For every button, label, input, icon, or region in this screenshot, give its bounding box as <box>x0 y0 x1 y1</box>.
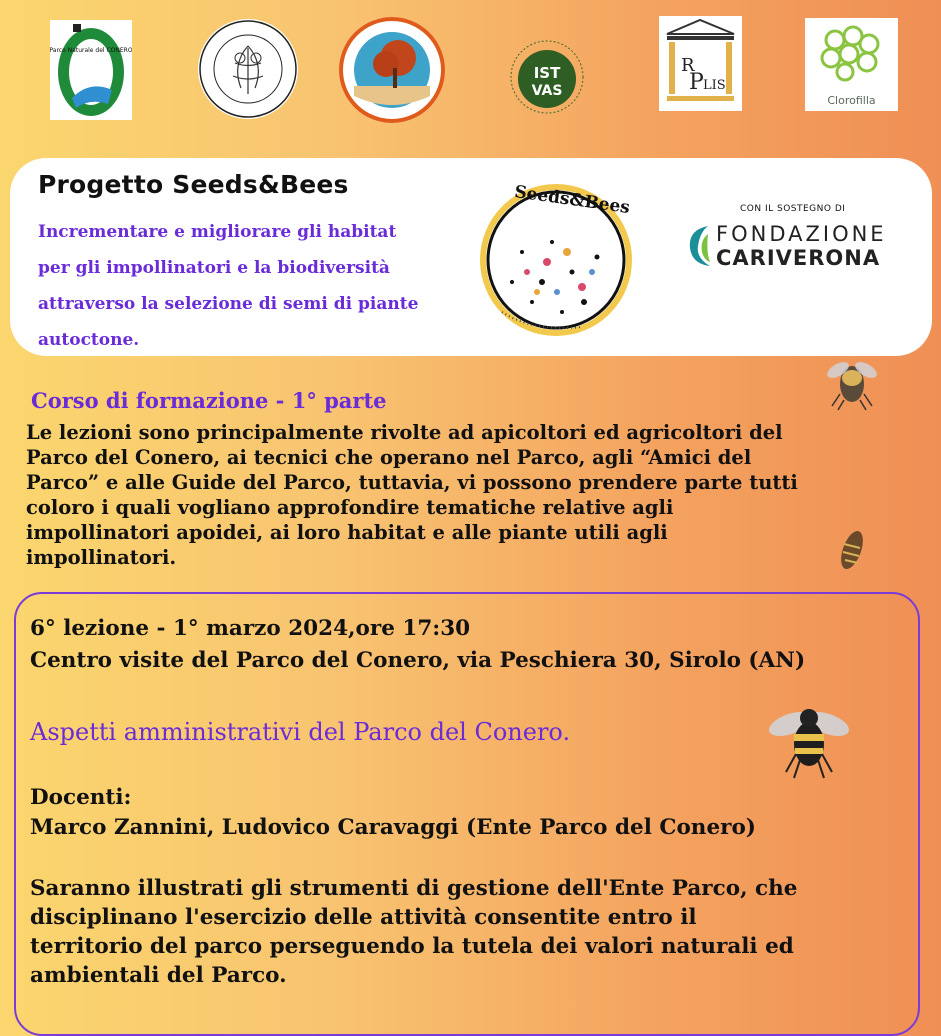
svg-text:R: R <box>681 55 695 76</box>
orto-botanico-logo <box>338 16 446 124</box>
course-title: Corso di formazione - 1° parte <box>31 388 387 413</box>
istvas-logo <box>505 40 589 114</box>
seedsbees-text: Seeds&Bees <box>513 182 632 218</box>
course-description <box>26 420 906 570</box>
subtitle-line: autoctone. <box>38 330 140 350</box>
sponsor-line1: FONDAZIONE <box>716 222 887 246</box>
svg-text:VAS: VAS <box>531 83 563 99</box>
parco-conero-text: Parco Naturale del CONERO <box>50 47 132 54</box>
lesson-desc-line: ambientali del Parco. <box>30 963 287 988</box>
subtitle-line: attraverso la selezione di semi di piante <box>38 294 419 314</box>
sponsor-small-text: CON IL SOSTEGNO DI <box>740 204 846 214</box>
project-title: Progetto Seeds&Bees <box>38 170 349 199</box>
svg-text:IST: IST <box>533 64 561 82</box>
fondazione-cariverona-logo <box>650 188 920 303</box>
lesson-topic: Aspetti amministrativi del Parco del Conero. <box>30 718 571 746</box>
sponsor-line2: CARIVERONA <box>716 246 881 270</box>
lesson-desc-line: Saranno illustrati gli strumenti di gestione dell'Ente Parco, che <box>30 876 798 901</box>
teachers-label: Docenti: <box>30 785 132 810</box>
partner-logos <box>0 0 941 130</box>
seedsbees-logo <box>472 162 652 350</box>
fondazione-mark-icon <box>686 224 712 268</box>
course-text-line: coloro i quali vogliano approfondire tematiche relative agli <box>26 496 674 519</box>
clorofilla-logo <box>805 18 898 111</box>
propolis-logo <box>659 16 742 111</box>
course-text-line: impollinatori apoidei, ai loro habitat e alle piante utili agli <box>26 521 668 544</box>
lesson-desc-line: territorio del parco perseguendo la tutela dei valori naturali ed <box>30 934 794 959</box>
lesson-desc-line: disciplinano l'esercizio delle attività consentite entro il <box>30 905 697 930</box>
course-text-line: impollinatori. <box>26 546 177 569</box>
svg-text:LIS: LIS <box>703 78 726 93</box>
course-text-line: Le lezioni sono principalmente rivolte ad apicoltori ed agricoltori del <box>26 421 783 444</box>
subtitle-line: Incrementare e migliorare gli habitat <box>38 222 397 242</box>
course-text-line: Parco del Conero, ai tecnici che operano nel Parco, agli “Amici del <box>26 446 752 469</box>
svg-text:P: P <box>689 70 704 95</box>
lesson-date: 6° lezione - 1° marzo 2024,ore 17:30 <box>30 616 471 641</box>
clorofilla-text: Clorofilla <box>827 94 876 107</box>
course-text-line: Parco” e alle Guide del Parco, tuttavia, vi possono prendere parte tutti <box>26 471 798 494</box>
lesson-location: Centro visite del Parco del Conero, via Peschiera 30, Sirolo (AN) <box>30 648 806 673</box>
bumblebee-illustration <box>766 694 852 786</box>
project-card <box>10 158 932 356</box>
teachers-names: Marco Zannini, Ludovico Caravaggi (Ente Parco del Conero) <box>30 815 756 840</box>
subtitle-line: per gli impollinatori e la biodiversità <box>38 258 390 278</box>
bee-illustration <box>822 350 882 416</box>
project-subtitle <box>38 214 478 358</box>
lesson-description <box>30 874 910 990</box>
univpm-logo <box>197 18 299 120</box>
parco-conero-logo <box>50 20 132 120</box>
